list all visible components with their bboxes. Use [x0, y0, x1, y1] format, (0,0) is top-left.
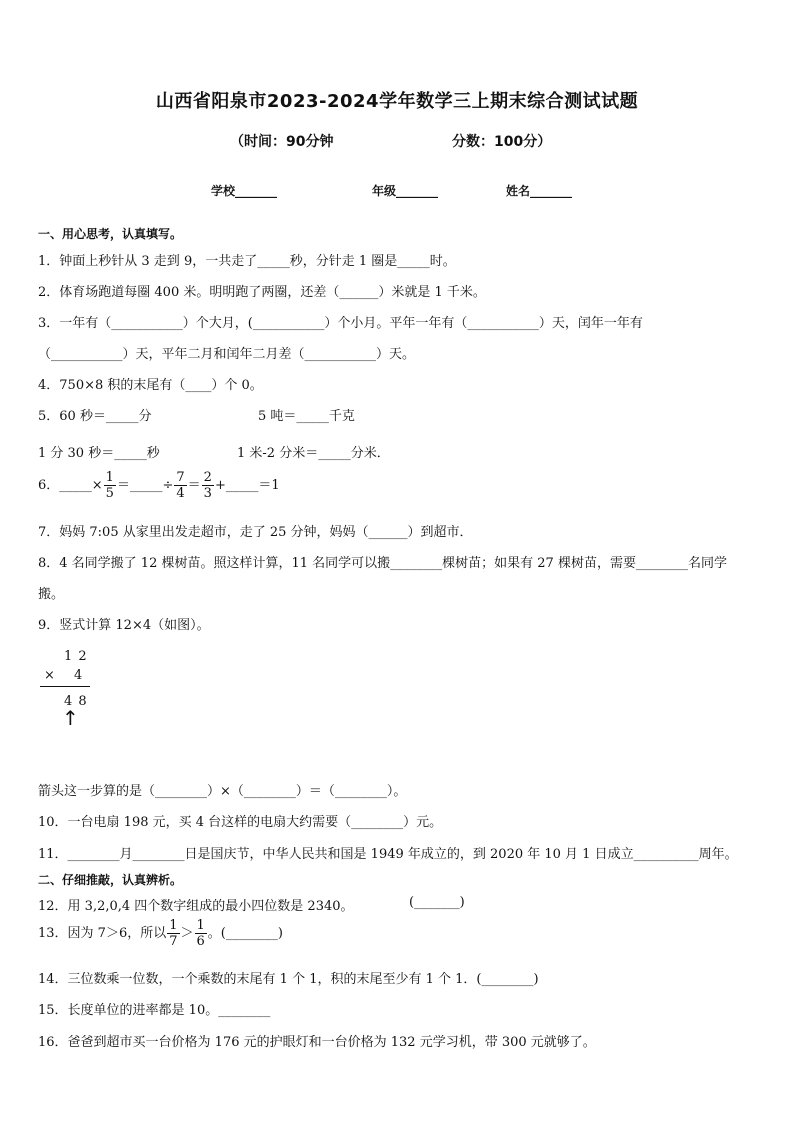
question-13 [38, 918, 283, 949]
fraction-denominator: 5 [105, 486, 114, 501]
question-11: 11．________月________日是国庆节，中华人民共和国是 1949 年成立的，到 2020 年 10 月 1 日成立__________周年。 [38, 847, 738, 862]
fraction-1-5 [104, 470, 116, 501]
calc-divider-line [40, 686, 90, 687]
question-12: 12．用 3,2,0,4 四个数字组成的最小四位数是 2340。 [38, 899, 354, 914]
question-15: 15．长度单位的进率都是 10。________ [38, 1003, 271, 1018]
question-9: 9．竖式计算 12×4（如图）。 [38, 618, 210, 633]
q6-mid-1: ＝_____÷ [116, 478, 174, 493]
grade-field: 年级_______ [372, 184, 439, 198]
question-10: 10．一台电扇 198 元，买 4 台这样的电扇大约需要（________）元。 [38, 815, 443, 830]
page-title: 山西省阳泉市2023-2024学年数学三上期末综合测试试题 [155, 91, 639, 112]
name-field: 姓名_______ [506, 184, 573, 198]
question-3-line-2: （___________）天，平年二月和闰年二月差（___________）天。 [38, 347, 416, 362]
fraction-numerator: 1 [105, 470, 114, 485]
score-info: 分数：100分） [452, 134, 552, 150]
question-8-line-2: 搬。 [38, 587, 65, 602]
q6-prefix: 6．_____× [38, 478, 103, 493]
question-7: 7．妈妈 7:05 从家里出发走超市，走了 25 分钟，妈妈（______）到超市． [38, 525, 473, 540]
fraction-2-3 [202, 470, 214, 501]
question-5-part-a: 5．60 秒＝_____分 [38, 409, 152, 424]
fraction-numerator: 1 [169, 918, 178, 933]
question-12-blank: (_______) [409, 895, 465, 910]
fraction-numerator: 7 [176, 470, 185, 485]
question-9-answer: 箭头这一步算的是（________）×（________）＝（________）。 [38, 784, 407, 799]
fraction-1-7 [167, 918, 179, 949]
fraction-7-4 [174, 470, 186, 501]
calc-multiplier: 4 [74, 668, 83, 683]
q13-prefix: 13．因为 7＞6，所以 [38, 926, 167, 941]
q13-suffix: 。(________) [207, 926, 283, 941]
school-field: 学校_______ [211, 184, 278, 198]
q6-mid-2: ＝ [187, 478, 201, 493]
question-3-line-1: 3．一年有（___________）个大月，(___________）个小月。平年一年有（___________）天，闰年一年有 [38, 316, 643, 331]
fraction-denominator: 3 [203, 486, 212, 501]
question-8-line-1: 8．4 名同学搬了 12 棵树苗。照这样计算，11 名同学可以搬________棵树苗；如果有 27 棵树苗，需要________名同学 [38, 556, 727, 571]
question-1: 1．钟面上秒针从 3 走到 9，一共走了_____秒，分针走 1 圈是_____时。 [38, 254, 456, 269]
q13-greater-than: ＞ [180, 926, 194, 941]
question-5-part-d: 1 米-2 分米＝_____分米． [237, 446, 390, 461]
question-14: 14．三位数乘一位数，一个乘数的末尾有 1 个 1，积的末尾至少有 1 个 1．(________) [38, 972, 539, 987]
fraction-1-6 [195, 918, 207, 949]
section-2-heading: 二、仔细推敲，认真辨析。 [38, 873, 183, 887]
section-1-heading: 一、用心思考，认真填写。 [38, 227, 183, 241]
question-6 [38, 470, 280, 501]
calc-multiply-sign: × [44, 668, 55, 683]
question-4: 4．750×8 积的末尾有（____）个 0。 [38, 378, 263, 393]
q6-suffix: +_____＝1 [214, 478, 280, 493]
time-info: （时间：90分钟 [230, 134, 334, 150]
calc-top-number: 1 2 [64, 649, 88, 664]
fraction-denominator: 7 [169, 934, 178, 949]
question-5-part-b: 5 吨＝_____千克 [258, 409, 355, 424]
question-5-part-c: 1 分 30 秒＝_____秒 [38, 446, 160, 461]
fraction-denominator: 4 [176, 486, 185, 501]
calc-result: 4 8 [64, 694, 88, 709]
arrow-up-icon: ↑ [62, 706, 79, 730]
fraction-denominator: 6 [196, 934, 205, 949]
fraction-numerator: 1 [196, 918, 205, 933]
fraction-numerator: 2 [203, 470, 212, 485]
question-2: 2．体育场跑道每圈 400 米。明明跑了两圈，还差（______）米就是 1 千米。 [38, 285, 486, 300]
question-16: 16．爸爸到超市买一台价格为 176 元的护眼灯和一台价格为 132 元学习机，带 300 元就够了。 [38, 1035, 596, 1050]
